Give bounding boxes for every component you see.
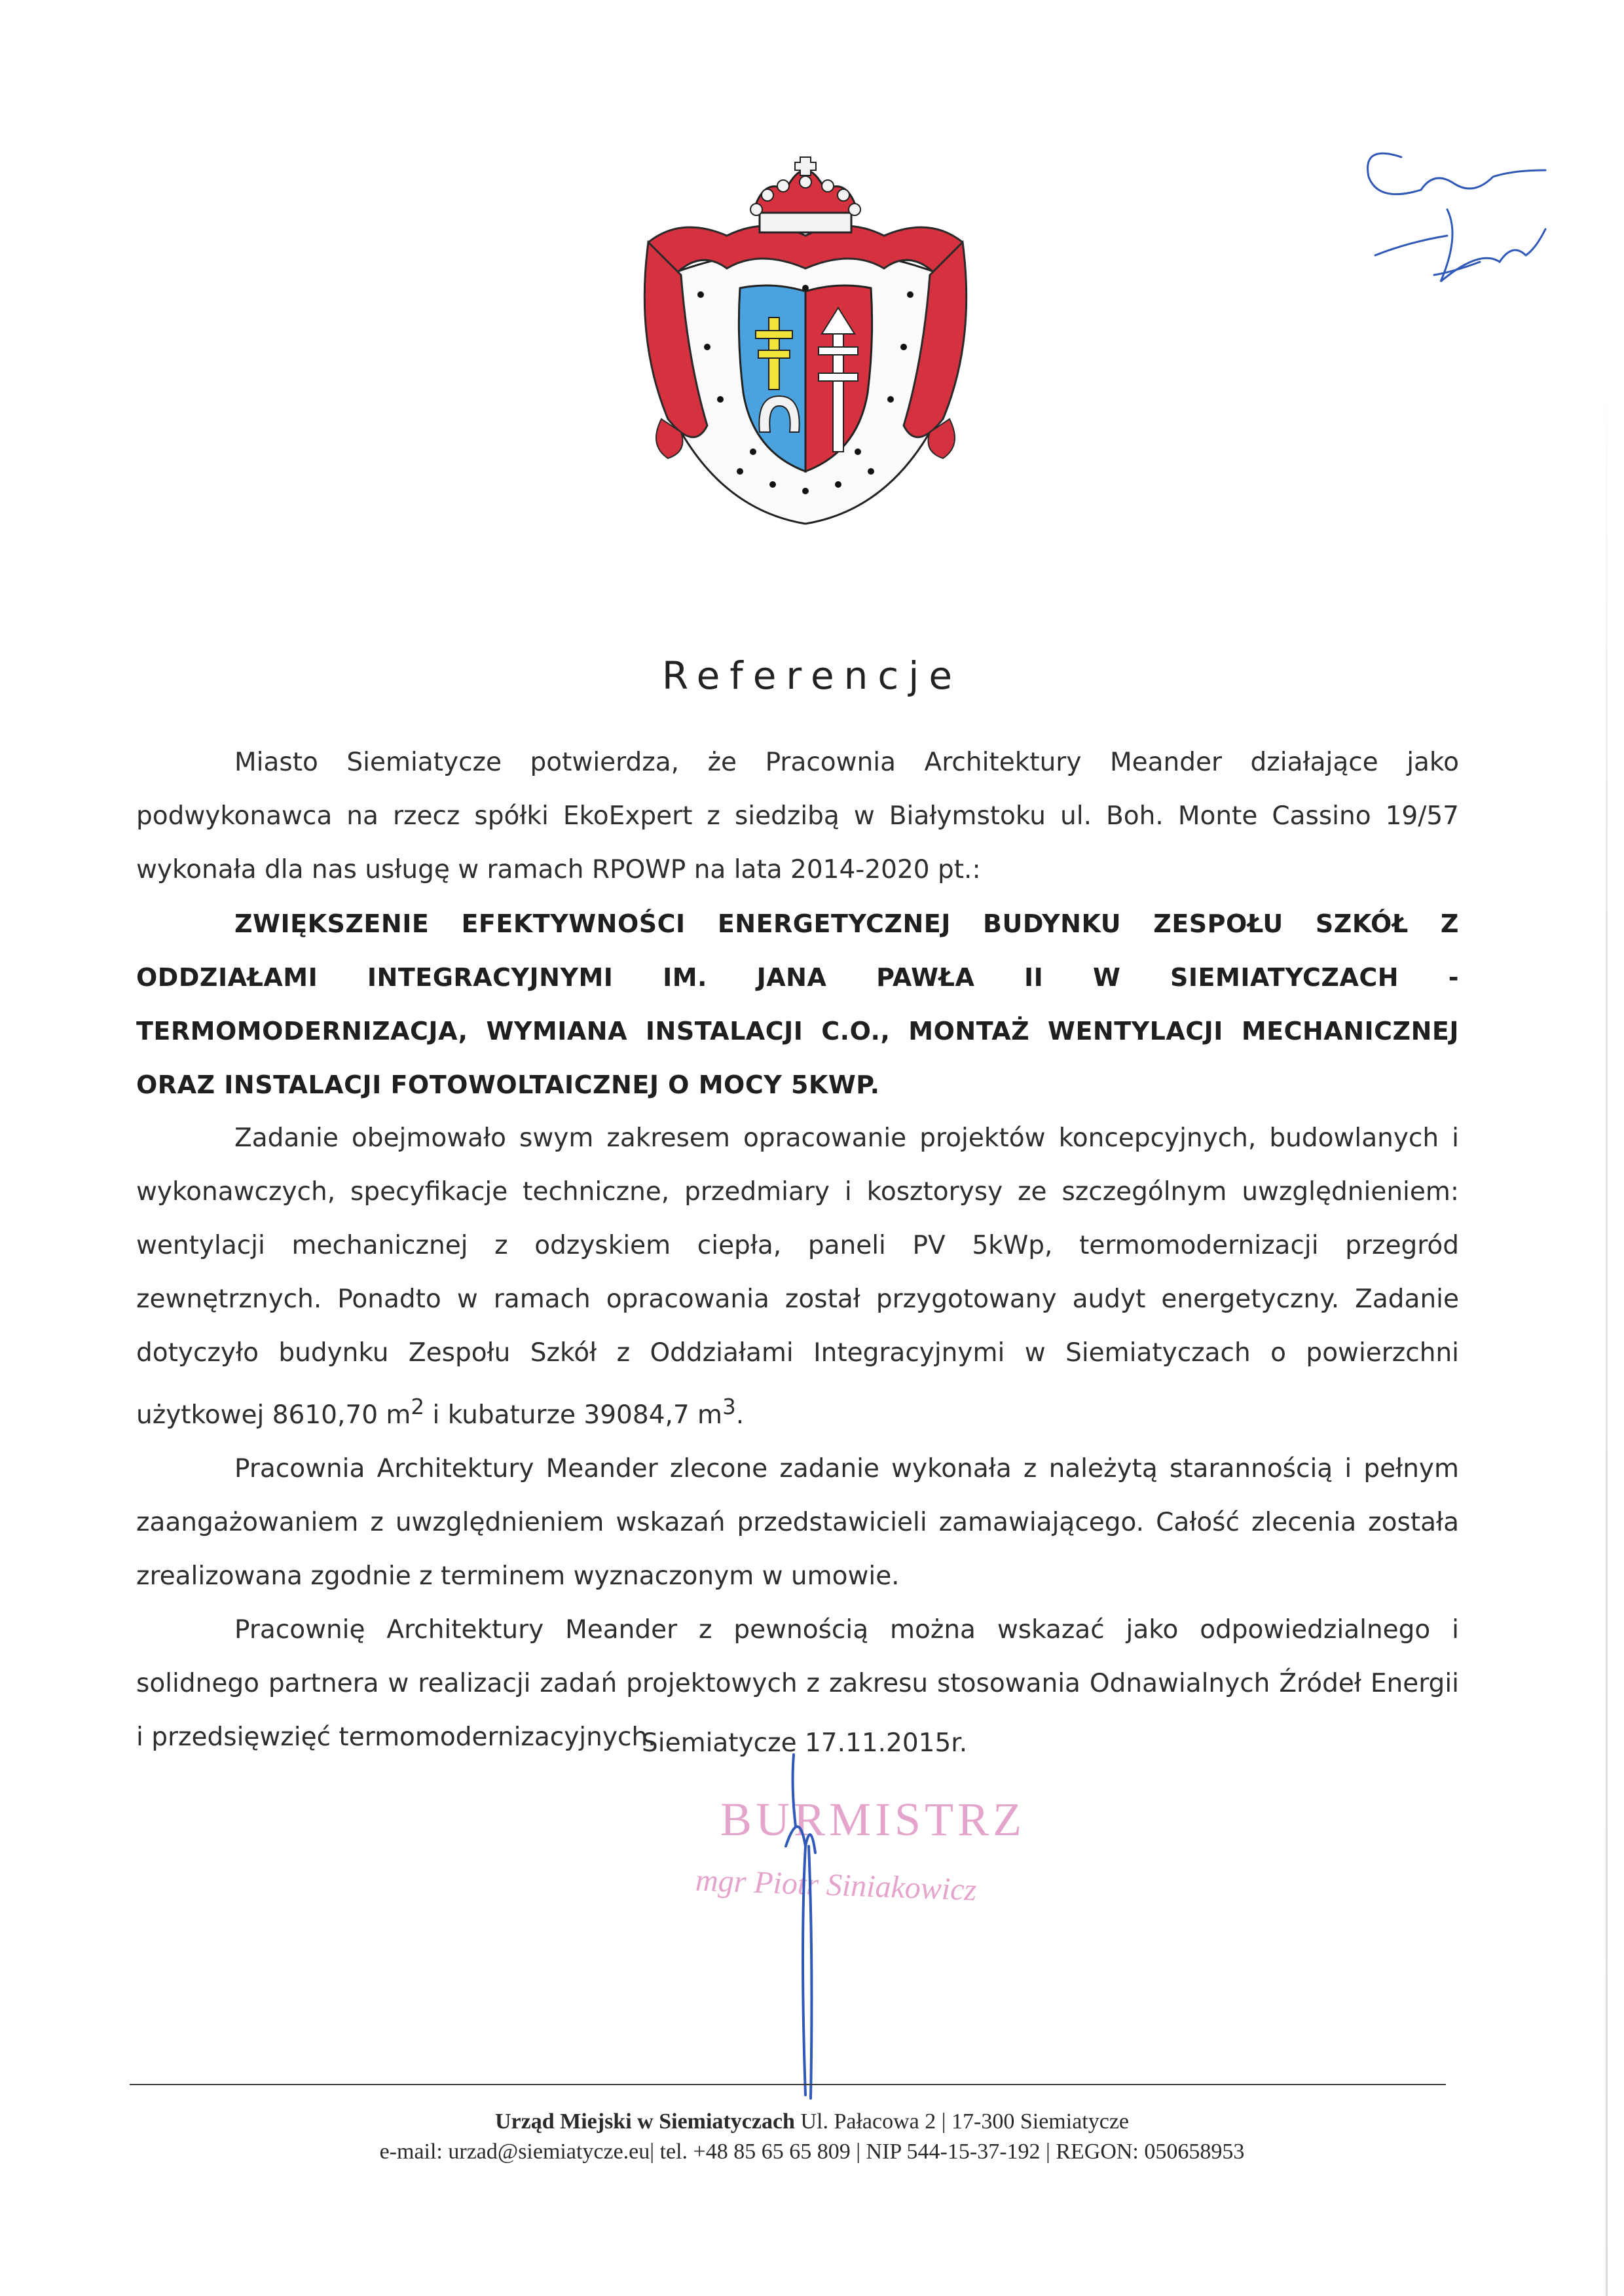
coat-of-arms-emblem — [622, 144, 989, 537]
footer-contacts: e-mail: urzad@siemiatycze.eu| tel. +48 85 65 65 809 | NIP 544-15-37-192 | REGON: 050658953 — [379, 2140, 1245, 2164]
handwritten-initials — [1349, 131, 1585, 327]
stamp-title: BURMISTRZ — [720, 1793, 1026, 1846]
letter-body — [136, 736, 1459, 1764]
scope-paragraph — [136, 1112, 1459, 1442]
project-title: ZWIĘKSZENIE EFEKTYWNOŚCI ENERGETYCZNEJ BUDYNKU ZESPOŁU SZKÓŁ Z ODDZIAŁAMI INTEGRACYJNYMI IM. JANA PAWŁA II W SIEMIATYCZACH - TERMOMODERNIZACJA, WYMIANA INSTALACJI C.O., MONTAŻ WENTYLACJI MECHANICZNEJ ORAZ INSTALACJI FOTOWOLTAICZNEJ O MOCY 5KWP. — [136, 909, 1459, 1099]
volume-unit-exponent: 3 — [722, 1394, 736, 1419]
stamp-name: mgr Piotr Siniakowicz — [695, 1863, 978, 1908]
page-title: Referencje — [661, 653, 963, 698]
scope-text: Zadanie obejmowało swym zakresem opracowanie projektów koncepcyjnych, budowlanych i wykonawczych, specyfikacje techniczne, przedmiary i kosztorysy ze szczególnym uwzględnieniem: wentylacji mechanicznej z odzyskiem ciepła, paneli PV 5kWp, termomodernizacji przegród zewnętrznych. Ponadto w ramach opracowania został przygotowany audyt energetyczny. Zadanie dotyczyło budynku Zespołu Szkół z Oddziałami Integracyjnymi w Siemiatyczach o powierzchni użytkowej 8610,70 m — [136, 1123, 1459, 1430]
recommendation-paragraph: Pracownię Architektury Meander z pewnością można wskazać jako odpowiedzialnego i solidnego partnera w realizacji zadań projektowych z zakresu stosowania Odnawialnych Źródeł Energii i przedsięwzięć termomodernizacyjnych. — [136, 1615, 1459, 1752]
scope-end: . — [735, 1400, 745, 1430]
footer-office: Urząd Miejski w Siemiatyczach — [494, 2109, 795, 2134]
date-line: Siemiatycze 17.11.2015r. — [642, 1728, 968, 1758]
intro-paragraph: Miasto Siemiatycze potwierdza, że Pracownia Architektury Meander działające jako podwykonawca na rzecz spółki EkoExpert z siedzibą w Białymstoku ul. Boh. Monte Cassino 19/57 wykonała dla nas usługę w ramach RPOWP na lata 2014-2020 pt.: — [136, 748, 1459, 884]
completion-paragraph: Pracownia Architektury Meander zlecone zadanie wykonała z należytą starannością i pełnym zaangażowaniem z uwzględnieniem wskazań przedstawicieli zamawiającego. Całość zlecenia została zrealizowana zgodnie z terminem wyznaczonym w umowie. — [136, 1454, 1459, 1591]
mayor-signature — [760, 1748, 851, 2102]
footer-divider — [130, 2084, 1446, 2085]
footer-address: Ul. Pałacowa 2 | 17-300 Siemiatycze — [794, 2109, 1130, 2134]
footer-address-line — [0, 2109, 1624, 2134]
volume-text: i kubaturze 39084,7 m — [424, 1400, 723, 1430]
area-unit-exponent: 2 — [411, 1394, 425, 1419]
